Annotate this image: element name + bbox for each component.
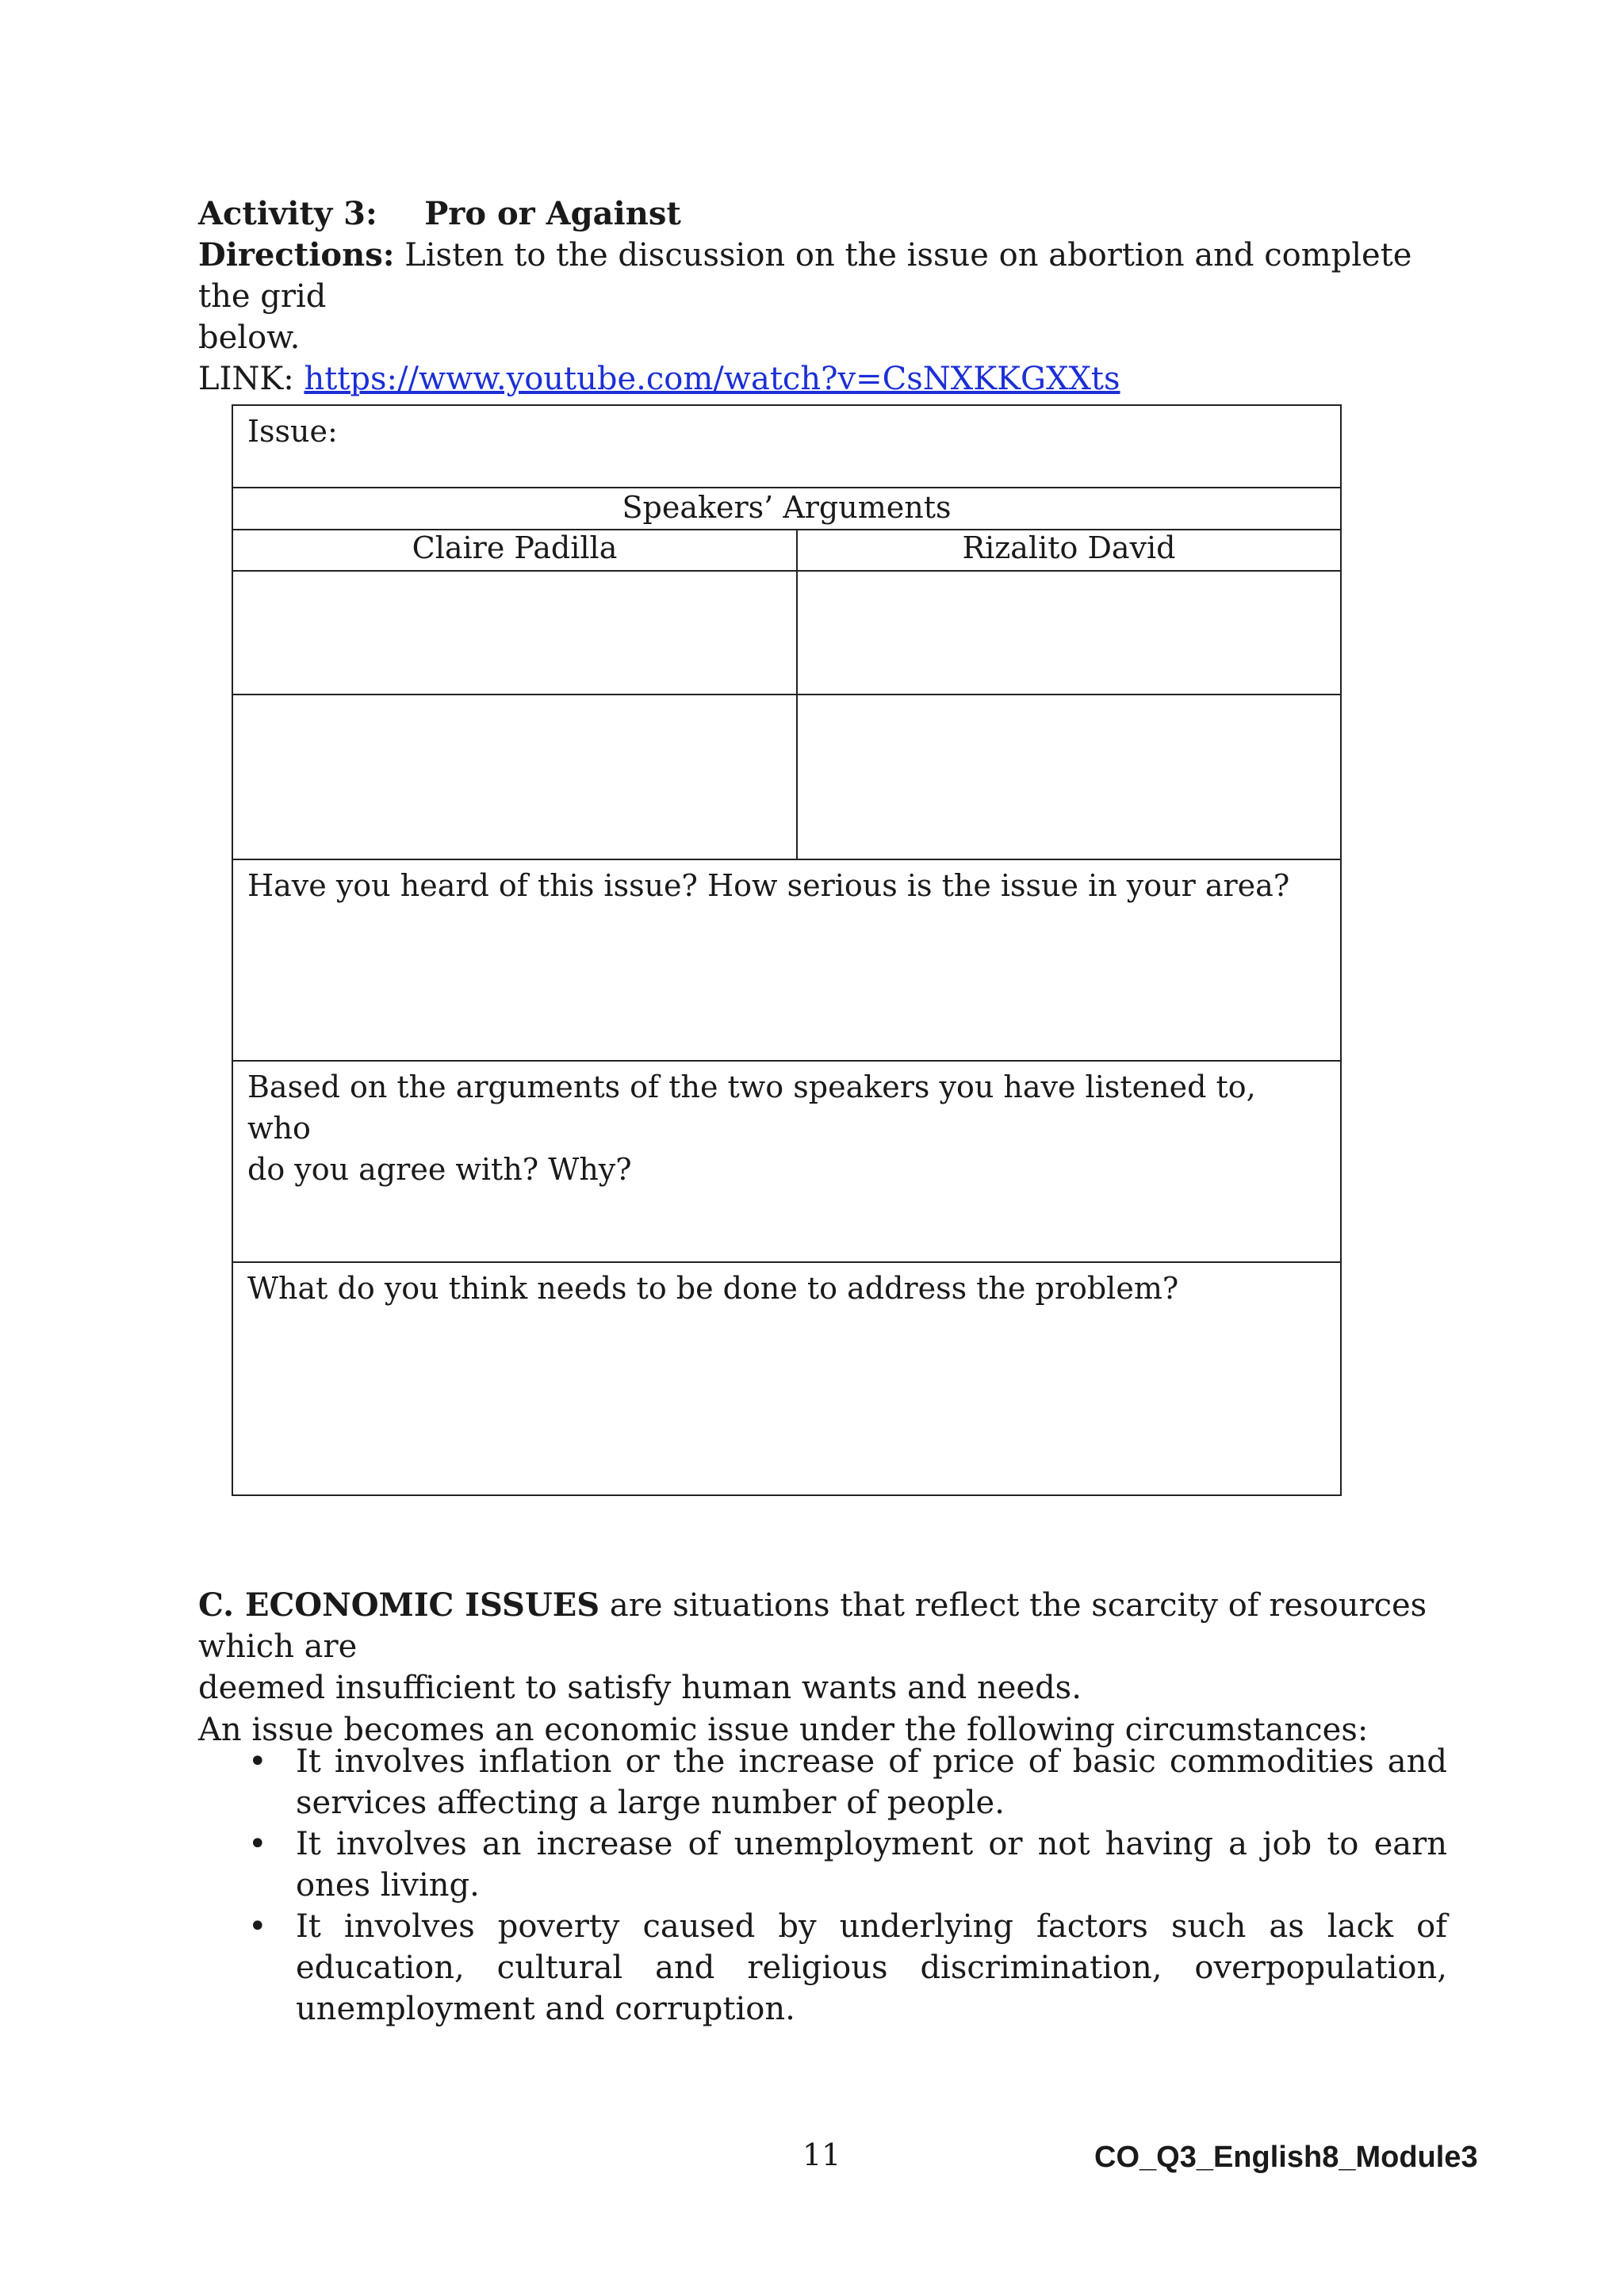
economic-issues-paragraph <box>198 1585 1451 1709</box>
speaker-left: Claire Padilla <box>412 530 618 565</box>
question-3: What do you think needs to be done to address the problem? <box>247 1271 1179 1306</box>
pro-against-grid <box>232 404 1342 1496</box>
arguments-header: Speakers’ Arguments <box>622 490 952 525</box>
question-2-line1: Based on the arguments of the two speakers you have listened to, who <box>247 1070 1256 1146</box>
speakers-row <box>233 530 1340 572</box>
directions-label: Directions: <box>198 236 395 274</box>
bullet-icon: • <box>248 1743 267 1780</box>
issue-row <box>233 406 1340 488</box>
bullet-icon: • <box>248 1908 267 1945</box>
list-item <box>242 1906 1447 2030</box>
economic-intro: An issue becomes an economic issue under the following circumstances: <box>198 1712 1369 1748</box>
argument-row-2 <box>233 695 1340 860</box>
issue-label: Issue: <box>247 414 338 449</box>
module-code: CO_Q3_English8_Module3 <box>1094 2141 1478 2174</box>
speaker-right: Rizalito David <box>962 530 1176 565</box>
arguments-header-row <box>233 488 1340 530</box>
directions <box>198 235 1451 400</box>
question-row-3 <box>233 1263 1340 1494</box>
list-item <box>242 1823 1447 1906</box>
economic-text-line2: deemed insufficient to satisfy human wants and needs. <box>198 1670 1082 1706</box>
activity-heading <box>198 193 681 235</box>
bullet-icon: • <box>248 1826 267 1862</box>
argument-row-1 <box>233 572 1340 695</box>
bullet-text: It involves inflation or the increase of price of basic commodities and services affecting a large number of people. <box>296 1743 1447 1821</box>
question-row-1 <box>233 860 1340 1062</box>
economic-text-line1: are situations that reflect the scarcity of resources which are <box>198 1587 1427 1665</box>
column-divider <box>796 695 798 859</box>
question-2 <box>247 1066 1293 1190</box>
column-divider <box>796 572 798 694</box>
bullet-text: It involves poverty caused by underlying factors such as lack of education, cultural and religious discrimination, overpopulation, unemployment and corruption. <box>296 1908 1447 2027</box>
directions-text-line1: Listen to the discussion on the issue on abortion and complete the grid <box>198 237 1412 315</box>
economic-bullet-list <box>242 1741 1447 2030</box>
question-2-line2: do you agree with? Why? <box>247 1152 632 1187</box>
activity-title: Pro or Against <box>424 195 681 232</box>
link-label: LINK: <box>198 361 294 397</box>
question-1: Have you heard of this issue? How serious is the issue in your area? <box>247 868 1290 903</box>
column-divider <box>796 530 798 570</box>
question-row-2 <box>233 1062 1340 1263</box>
youtube-link[interactable]: https://www.youtube.com/watch?v=CsNXKKGXXts <box>304 361 1120 397</box>
bullet-text: It involves an increase of unemployment or not having a job to earn ones living. <box>296 1826 1447 1904</box>
directions-text-line2: below. <box>198 320 301 356</box>
list-item <box>242 1741 1447 1823</box>
economic-heading: C. ECONOMIC ISSUES <box>198 1586 600 1624</box>
activity-label: Activity 3: <box>198 195 377 232</box>
page-number: 11 <box>802 2137 841 2172</box>
